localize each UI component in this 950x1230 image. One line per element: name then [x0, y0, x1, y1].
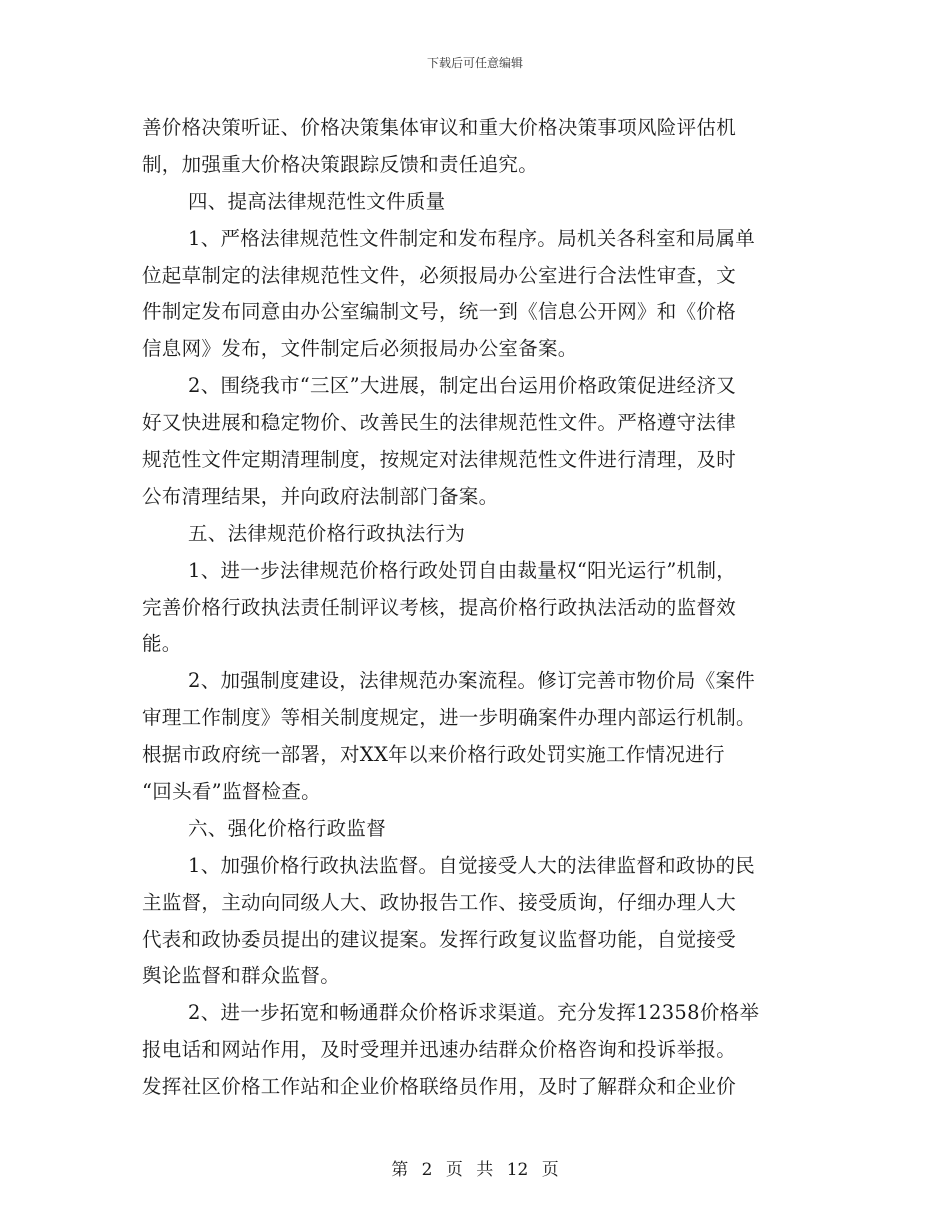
section-heading: 五、法律规范价格行政执法行为	[188, 521, 466, 545]
footer-label-di: 第	[391, 1160, 409, 1180]
document-body	[142, 110, 812, 1106]
paragraph-line: 1、进一步法律规范价格行政处罚自由裁量权“阳光运行”机制，	[188, 558, 737, 582]
paragraph-line: 信息网》发布，文件制定后必须报局办公室备案。	[142, 337, 578, 361]
paragraph-line: 好又快进展和稳定物价、改善民生的法律规范性文件。严格遵守法律	[142, 411, 737, 435]
section-heading: 四、提高法律规范性文件质量	[188, 189, 446, 213]
paragraph-line: 发挥社区价格工作站和企业价格联络员作用，及时了解群众和企业价	[142, 1075, 737, 1099]
paragraph-line: 位起草制定的法律规范性文件，必须报局办公室进行合法性审查，文	[142, 263, 737, 287]
paragraph-line: 件制定发布同意由办公室编制文号，统一到《信息公开网》和《价格	[142, 300, 737, 324]
paragraph-line: 2、加强制度建设，法律规范办案流程。修订完善市物价局《案件	[188, 669, 756, 693]
total-page-count: 12	[506, 1160, 529, 1180]
paragraph-line: 能。	[142, 632, 182, 656]
footer-label-ye2: 页	[541, 1160, 559, 1180]
paragraph-line: 审理工作制度》等相关制度规定，进一步明确案件办理内部运行机制。	[142, 706, 756, 730]
paragraph-line: 报电话和网站作用，及时受理并迅速办结群众价格咨询和投诉举报。	[142, 1038, 737, 1062]
paragraph-line: 代表和政协委员提出的建议提案。发挥行政复议监督功能，自觉接受	[142, 927, 737, 951]
paragraph-line: 2、围绕我市“三区”大进展，制定出台运用价格政策促进经济又	[188, 374, 737, 398]
paragraph-line: 舆论监督和群众监督。	[142, 964, 341, 988]
paragraph-line: 1、严格法律规范性文件制定和发布程序。局机关各科室和局属单	[188, 226, 756, 250]
current-page-number: 2	[421, 1160, 433, 1180]
paragraph-line: 根据市政府统一部署，对XX年以来价格行政处罚实施工作情况进行	[142, 743, 725, 767]
section-heading: 六、强化价格行政监督	[188, 816, 387, 840]
footer-label-gong: 共	[476, 1160, 494, 1180]
paragraph-line: 1、加强价格行政执法监督。自觉接受人大的法律监督和政协的民	[188, 853, 756, 877]
page-header: 下载后可任意编辑	[426, 56, 523, 70]
footer-label-ye: 页	[445, 1160, 463, 1180]
paragraph-line: 完善价格行政执法责任制评议考核，提高价格行政执法活动的监督效	[142, 595, 737, 619]
paragraph-line: 制，加强重大价格决策跟踪反馈和责任追究。	[142, 152, 539, 176]
page-footer	[0, 1155, 950, 1180]
paragraph-line: 2、进一步拓宽和畅通群众价格诉求渠道。充分发挥12358价格举	[188, 1001, 760, 1025]
paragraph-line: 善价格决策听证、价格决策集体审议和重大价格决策事项风险评估机	[142, 116, 737, 139]
paragraph-line: “回头看”监督检查。	[142, 780, 321, 804]
paragraph-line: 规范性文件定期清理制度，按规定对法律规范性文件进行清理，及时	[142, 448, 737, 472]
paragraph-line: 主监督，主动向同级人大、政协报告工作、接受质询，仔细办理人大	[142, 890, 737, 914]
paragraph-line: 公布清理结果，并向政府法制部门备案。	[142, 484, 499, 508]
